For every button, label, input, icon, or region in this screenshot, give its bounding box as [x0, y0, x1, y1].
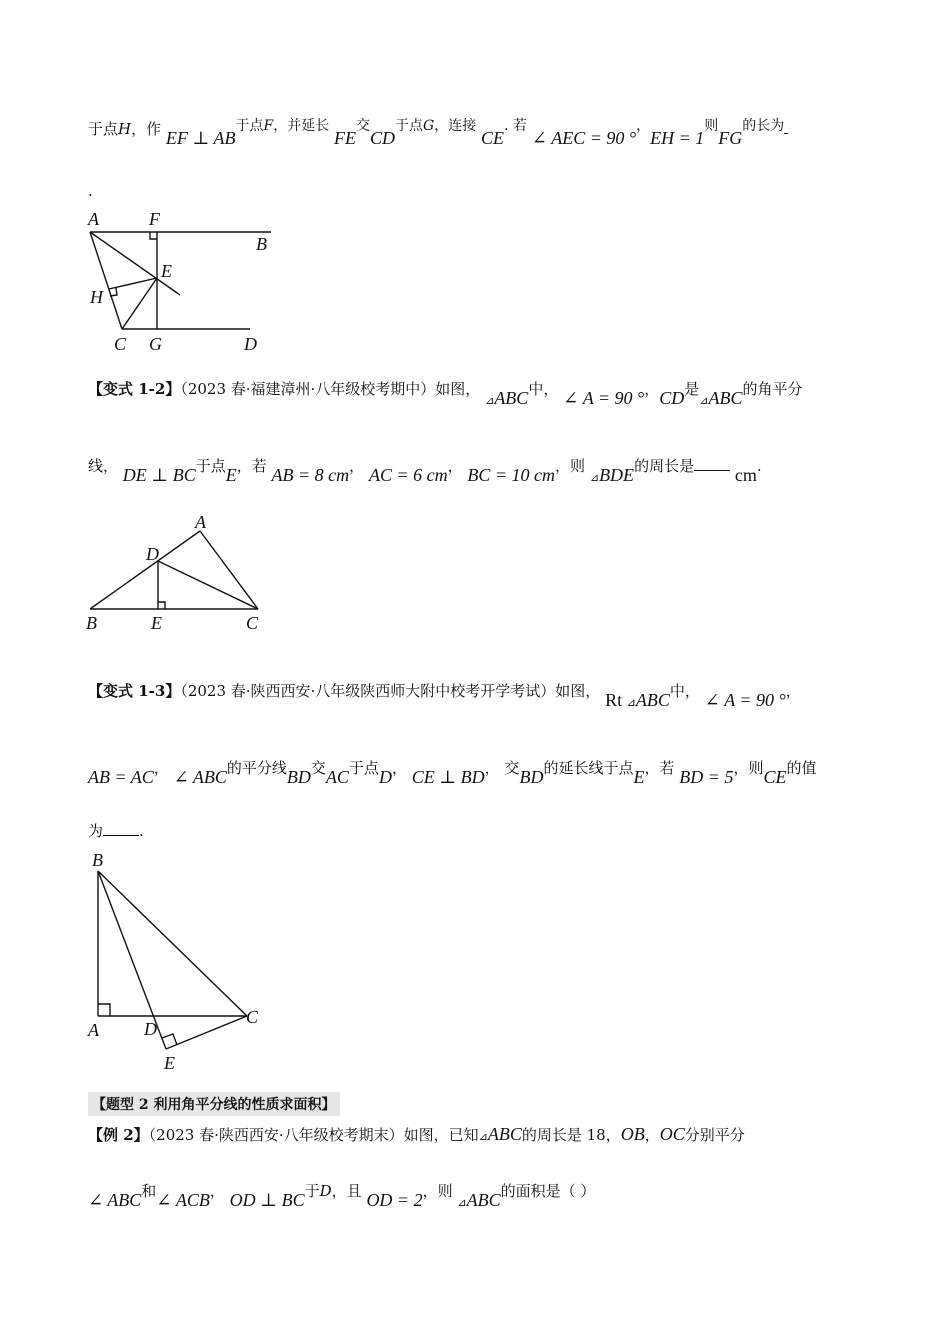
text: （2023 春·陕西西安·八年级陕西师大附中校考开学考试）如图， [180, 682, 601, 700]
text: ， [153, 759, 169, 777]
math-expression: D [378, 767, 392, 787]
text: 则 [704, 118, 719, 134]
point-label-D: D [144, 1019, 157, 1039]
math-expression: ∠ AEC = 90 ° [531, 128, 637, 148]
math-expression: EF ⊥ AB [165, 128, 236, 148]
text: . [756, 457, 762, 475]
example-2-line1: 【例 2】（2023 春·陕西西安·八年级校考期末）如图，已知⊿ABC的周长是 18，OB，OC分别平分 [88, 1124, 745, 1144]
text: 中， [528, 380, 559, 398]
segment-BC [98, 871, 247, 1016]
math-expression: ABC [708, 388, 743, 408]
point-label-C: C [246, 1007, 259, 1027]
point-label-D: D [146, 544, 159, 564]
math-expression: BD [286, 767, 311, 787]
problem-label: 【变式 1-3】 [88, 682, 181, 700]
point-label-C: C [114, 334, 127, 354]
text: 中， [669, 682, 700, 700]
right-angle-mark [158, 602, 165, 609]
text: 的值 [786, 759, 817, 777]
math-expression: AC [325, 767, 349, 787]
math-expression: BDE [599, 465, 635, 485]
point-label-D: D [244, 334, 257, 354]
segment-BA [90, 531, 200, 609]
text: 的延长线于点 [543, 759, 634, 777]
math-expression: ABC [487, 1124, 522, 1144]
math-expression: BD [519, 767, 544, 787]
text: 于点 [235, 118, 264, 134]
text: 的面积是（ ） [500, 1182, 596, 1200]
text: . [139, 822, 144, 840]
point-label-A: A [88, 209, 99, 229]
problem-v12-line2: 线， DE ⊥ BC于点E，若 AB = 8 cm， AC = 6 cm， BC = 10 cm，则 ⊿BDE的周长是 cm. [88, 457, 762, 485]
point-label: F [263, 118, 274, 134]
math-expression: CD [659, 388, 685, 408]
text: 和 [141, 1182, 157, 1200]
math-expression: OC [659, 1124, 685, 1144]
text: ，则 [733, 759, 764, 777]
math-expression: DE ⊥ BC [122, 465, 196, 485]
text: . 若 [504, 118, 527, 134]
text: 分别平分 [684, 1126, 745, 1144]
point-label-B: B [86, 613, 97, 633]
point-label-G: G [149, 334, 162, 354]
math-expression: E [225, 465, 237, 485]
text: ， [785, 682, 801, 700]
point-label: H [118, 120, 132, 138]
segment-CE [122, 278, 157, 329]
math-expression: BC = 10 cm [467, 465, 556, 485]
text: 于点 [88, 120, 119, 138]
text: ，若 [644, 759, 675, 777]
text: ，则 [555, 457, 586, 475]
text: 的平分线 [226, 759, 287, 777]
math-expression: ABC [494, 388, 529, 408]
math-expression: AB = AC [88, 767, 154, 787]
math-expression: CE [763, 767, 787, 787]
segment-AC [90, 232, 122, 329]
problem-v12-line1: 【变式 1-2】（2023 春·福建漳州·八年级校考期中）如图， ⊿ABC中， ∠ A = 90 °，CD是⊿ABC的角平分 [88, 380, 803, 408]
text: ， [349, 457, 365, 475]
answer-blank [103, 821, 139, 836]
example-2-line2: ∠ ABC和∠ ACB， OD ⊥ BC于D，且 OD = 2，则 ⊿ABC的面积是（ ） [88, 1182, 596, 1210]
text: 交 [504, 759, 520, 777]
point-label-E: E [164, 1053, 175, 1073]
segment-EC [166, 1016, 247, 1049]
math-expression: Rt [605, 690, 623, 710]
text: ，则 [422, 1182, 453, 1200]
point-label-E: E [161, 261, 172, 281]
text: ， [209, 1182, 225, 1200]
point-label-A: A [195, 512, 206, 532]
math-expression: ∠ A = 90 ° [704, 690, 786, 710]
figure-2 [80, 508, 280, 638]
segment-AC [200, 531, 258, 609]
text: （2023 春·陕西西安·八年级校考期末）如图，已知 [148, 1126, 479, 1144]
right-angle-mark [98, 1004, 110, 1016]
math-expression: OD ⊥ BC [229, 1190, 305, 1210]
text: （2023 春·福建漳州·八年级校考期中）如图， [180, 380, 481, 398]
math-expression: CE [480, 128, 504, 148]
text: 的角平分 [742, 380, 803, 398]
right-angle-mark [150, 232, 157, 239]
math-expression: CD [370, 128, 396, 148]
figure-3 [80, 845, 280, 1073]
math-expression: E [633, 767, 645, 787]
point-label-F: F [149, 209, 160, 229]
text: 线， [88, 457, 119, 475]
text: 于点 [348, 759, 379, 777]
math-expression: FG [718, 128, 743, 148]
problem-text-line: . [88, 182, 93, 200]
point-label-B: B [256, 234, 267, 254]
problem-v13-line3 [88, 820, 144, 841]
text: ， [447, 457, 463, 475]
answer-blank [694, 456, 730, 471]
math-expression: FE [334, 128, 356, 148]
text: ， [644, 1126, 660, 1144]
point-label-C: C [246, 613, 259, 633]
math-expression: EH = 1 [650, 128, 705, 148]
problem-v13-line1: 【变式 1-3】（2023 春·陕西西安·八年级陕西师大附中校考开学考试）如图， Rt ⊿ABC中， ∠ A = 90 °， [88, 682, 801, 710]
math-expression: ∠ ABC [88, 1190, 142, 1210]
text: 于点 [195, 457, 226, 475]
math-expression: ABC [635, 690, 670, 710]
text: ， [644, 380, 660, 398]
text: ，并延长 [273, 118, 330, 134]
math-expression: ABC [466, 1190, 501, 1210]
text: ，作 [131, 120, 162, 138]
text: ， [636, 118, 651, 134]
text: ，若 [236, 457, 267, 475]
problem-label: 【变式 1-2】 [88, 380, 181, 398]
problem-text-line [88, 118, 788, 148]
text: 为 [88, 822, 104, 840]
math-expression: AC = 6 cm [368, 465, 448, 485]
point-label: G [423, 118, 435, 134]
math-expression: CE ⊥ BD [411, 767, 485, 787]
math-expression: ∠ A = 90 ° [563, 388, 645, 408]
unit: cm [734, 465, 757, 485]
math-expression: ∠ ACB [156, 1190, 210, 1210]
text: ， [391, 759, 407, 777]
text: ， [484, 759, 500, 777]
math-expression: AB = 8 cm [271, 465, 350, 485]
section-heading: 【题型 2 利用角平分线的性质求面积】 [88, 1092, 340, 1116]
text: 交 [310, 759, 326, 777]
point-label-B: B [92, 850, 103, 870]
segment-DC [158, 561, 258, 609]
text: 交 [356, 118, 370, 134]
answer-blank [784, 119, 788, 134]
point-label-A: A [88, 1020, 99, 1040]
text: 是 [684, 380, 700, 398]
text: ，连接 [434, 118, 477, 134]
figure-1 [80, 205, 290, 355]
math-expression: OB [620, 1124, 645, 1144]
text: 于点 [395, 118, 424, 134]
text: 的周长是 18， [521, 1126, 621, 1144]
math-expression: ∠ ABC [173, 767, 227, 787]
text: 的周长是 [634, 457, 695, 475]
text: ，且 [331, 1182, 362, 1200]
text: 于 [304, 1182, 320, 1200]
math-expression: OD = 2 [366, 1190, 423, 1210]
problem-label: 【例 2】 [88, 1126, 149, 1144]
point-label-E: E [151, 613, 162, 633]
problem-v13-line2 [88, 757, 817, 787]
point-label: D [319, 1182, 332, 1200]
math-expression: BD = 5 [679, 767, 734, 787]
point-label-H: H [90, 287, 103, 307]
text: 的长为 [742, 118, 785, 134]
